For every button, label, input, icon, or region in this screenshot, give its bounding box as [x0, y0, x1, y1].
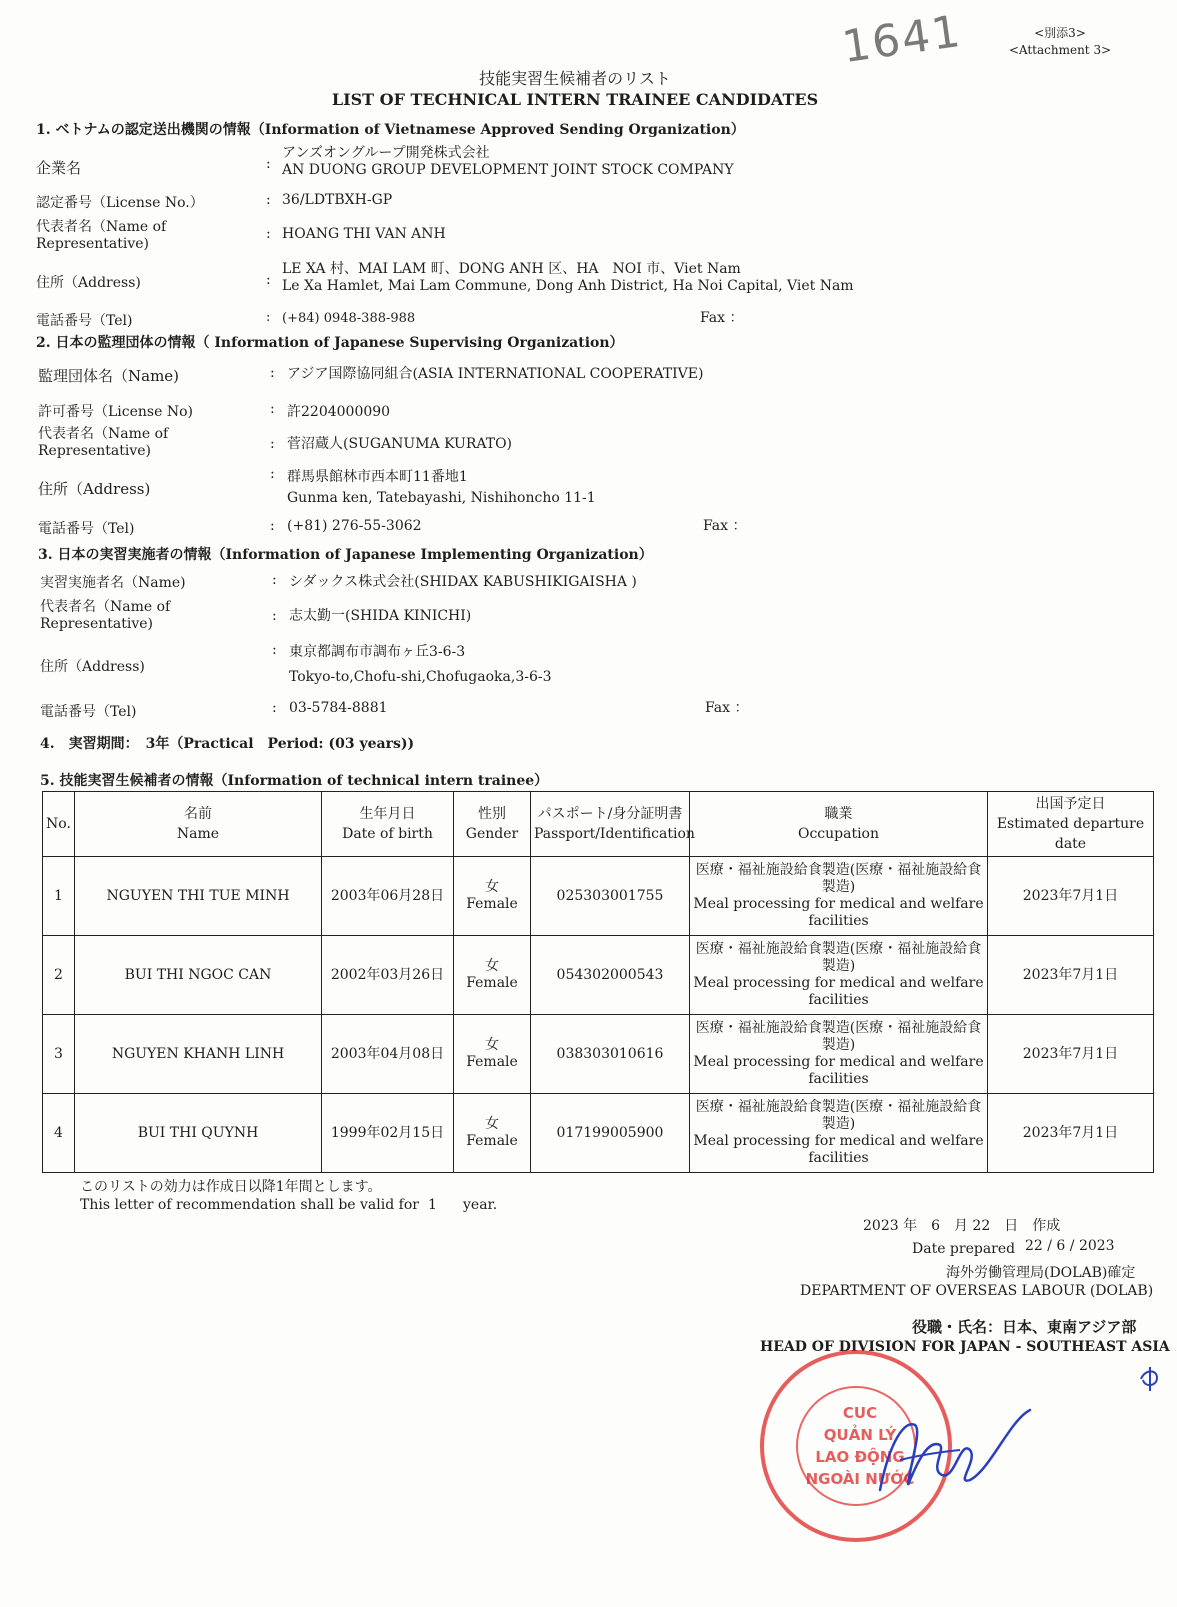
handwritten-number: 1641 — [839, 5, 965, 74]
s1-company-en: AN DUONG GROUP DEVELOPMENT JOINT STOCK COMPANY — [282, 162, 734, 178]
col-header-dob: 生年月日 Date of birth — [322, 792, 454, 857]
s3-rep-label-1: 代表者名（Name of — [40, 599, 171, 615]
table-header-row — [43, 792, 1154, 857]
s3-tel: 03-5784-8881 — [289, 700, 388, 716]
cell-gender: 女 Female — [454, 857, 531, 936]
colon: : — [266, 272, 271, 288]
attachment-label-jp: <別添3> — [1034, 26, 1086, 40]
cell-name: BUI THI NGOC CAN — [75, 936, 322, 1015]
cell-dob: 2002年03月26日 — [322, 936, 454, 1015]
colon: : — [266, 226, 271, 242]
cell-departure: 2023年7月1日 — [988, 1015, 1154, 1094]
cell-departure: 2023年7月1日 — [988, 936, 1154, 1015]
cell-passport: 025303001755 — [531, 857, 690, 936]
s3-address-2: Tokyo-to,Chofu-shi,Chofugaoka,3-6-3 — [289, 669, 552, 685]
prepared-date: 22 / 6 / 2023 — [1025, 1238, 1115, 1254]
col-header-gender: 性別 Gender — [454, 792, 531, 857]
cell-name: BUI THI QUYNH — [75, 1094, 322, 1173]
s1-rep-label-2: Representative) — [36, 236, 149, 252]
dolab-en: DEPARTMENT OF OVERSEAS LABOUR (DOLAB) — [800, 1283, 1154, 1299]
table-row — [43, 1094, 1154, 1173]
cell-departure: 2023年7月1日 — [988, 1094, 1154, 1173]
section2-heading: 2. 日本の監理団体の情報（ Information of Japanese Supervising Organization） — [36, 335, 624, 351]
s1-address-label: 住所（Address) — [36, 275, 141, 291]
cell-name: NGUYEN KHANH LINH — [75, 1015, 322, 1094]
s1-tel: (+84) 0948-388-988 — [282, 311, 416, 326]
colon: : — [272, 572, 277, 588]
section3-heading: 3. 日本の実習実施者の情報（Information of Japanese Implementing Organization） — [38, 547, 653, 563]
s3-rep-label-2: Representative) — [40, 616, 153, 632]
table-row — [43, 857, 1154, 936]
colon: : — [270, 518, 275, 534]
s3-address-1: 東京都調布市調布ヶ丘3-6-3 — [289, 644, 466, 660]
cell-gender: 女 Female — [454, 936, 531, 1015]
colon: : — [270, 436, 275, 452]
s2-name-label: 監理団体名（Name) — [38, 367, 180, 385]
cell-passport: 017199005900 — [531, 1094, 690, 1173]
s3-name-label: 実習実施者名（Name) — [40, 575, 186, 591]
s3-rep: 志太勤一(SHIDA KINICHI) — [289, 608, 472, 624]
cell-passport: 054302000543 — [531, 936, 690, 1015]
validity-en-prefix: This letter of recommendation shall be valid for — [80, 1197, 419, 1213]
col-header-name: 名前 Name — [75, 792, 322, 857]
head-jp: 役職・氏名：日本、東南アジア部 — [912, 1318, 1137, 1336]
cell-no: 2 — [43, 936, 75, 1015]
s1-license: 36/LDTBXH-GP — [282, 192, 393, 208]
dolab-jp: 海外労働管理局(DOLAB)確定 — [946, 1265, 1136, 1281]
s1-rep-label-1: 代表者名（Name of — [36, 219, 167, 235]
cell-occupation: 医療・福祉施設給食製造(医療・福祉施設給食製造) Meal processing for medical and welfare facilities — [690, 857, 988, 936]
s1-tel-label: 電話番号（Tel) — [36, 313, 133, 329]
cell-name: NGUYEN THI TUE MINH — [75, 857, 322, 936]
s3-fax-label: Fax ： — [705, 700, 749, 716]
validity-jp: このリストの効力は作成日以降1年間とします。 — [80, 1179, 382, 1195]
validity-en-suffix: year. — [463, 1197, 498, 1213]
cell-dob: 2003年06月28日 — [322, 857, 454, 936]
s1-address-1: LE XA 村、MAI LAM 町、DONG ANH 区、HA NOI 市、Viet Nam — [282, 261, 741, 277]
cell-dob: 2003年04月08日 — [322, 1015, 454, 1094]
table-row — [43, 1015, 1154, 1094]
s1-address-2: Le Xa Hamlet, Mai Lam Commune, Dong Anh District, Ha Noi Capital, Viet Nam — [282, 278, 854, 294]
cell-dob: 1999年02月15日 — [322, 1094, 454, 1173]
s2-tel: (+81) 276-55-3062 — [287, 518, 422, 534]
official-seal: CUC QUẢN LÝ LAO ĐỘNG NGOÀI NƯỚC — [760, 1350, 952, 1542]
s2-license: 許2204000090 — [287, 404, 391, 420]
col-header-occupation: 職業 Occupation — [690, 792, 988, 857]
cell-no: 1 — [43, 857, 75, 936]
colon: : — [270, 401, 275, 417]
section4-heading: 4. 実習期間： 3年（Practical Period: (03 years)) — [40, 736, 415, 752]
colon: : — [272, 642, 277, 658]
col-header-no: No. — [43, 792, 75, 857]
colon: : — [266, 310, 271, 325]
cell-gender: 女 Female — [454, 1015, 531, 1094]
s2-rep-label-1: 代表者名（Name of — [38, 426, 169, 442]
s2-address-2: Gunma ken, Tatebayashi, Nishihoncho 11-1 — [287, 490, 596, 506]
colon: : — [266, 156, 271, 172]
s1-rep: HOANG THI VAN ANH — [282, 226, 446, 242]
attachment-label-en: <Attachment 3> — [1008, 43, 1112, 57]
colon: : — [270, 466, 275, 482]
colon: : — [266, 192, 271, 208]
s1-company-jp: アンズオングループ開発株式会社 — [282, 145, 490, 161]
title-jp: 技能実習生候補者のリスト — [479, 69, 671, 88]
col-header-passport: パスポート/身分証明書 Passport/Identification — [531, 792, 690, 857]
trainee-table — [42, 791, 1154, 1173]
cell-passport: 038303010616 — [531, 1015, 690, 1094]
s2-license-label: 許可番号（License No) — [38, 404, 193, 420]
col-header-departure: 出国予定日 Estimated departure date — [988, 792, 1154, 857]
s2-rep: 菅沼蔵人(SUGANUMA KURATO) — [287, 436, 513, 452]
cell-occupation: 医療・福祉施設給食製造(医療・福祉施設給食製造) Meal processing for medical and welfare facilities — [690, 1015, 988, 1094]
cell-gender: 女 Female — [454, 1094, 531, 1173]
s1-company-label: 企業名 — [36, 159, 82, 177]
s2-name: アジア国際協同組合(ASIA INTERNATIONAL COOPERATIVE) — [287, 366, 704, 382]
s2-address-1: 群馬県館林市西本町11番地1 — [287, 469, 468, 485]
validity-years: 1 — [428, 1197, 437, 1213]
s3-name: シダックス株式会社(SHIDAX KABUSHIKIGAISHA ) — [289, 574, 637, 590]
prepared-label: Date prepared — [912, 1241, 1016, 1257]
handwritten-signature — [860, 1380, 1050, 1510]
section1-heading: 1. ベトナムの認定送出機関の情報（Information of Vietnamese Approved Sending Organization） — [36, 122, 745, 138]
s3-tel-label: 電話番号（Tel) — [40, 704, 137, 720]
s3-address-label: 住所（Address) — [40, 659, 145, 675]
s1-license-label: 認定番号（License No.） — [36, 195, 204, 211]
prepared-jp: 2023 年 6 月 22 日 作成 — [863, 1218, 1061, 1234]
mark-symbol — [1135, 1364, 1165, 1394]
s1-fax-label: Fax ： — [700, 310, 744, 326]
cell-occupation: 医療・福祉施設給食製造(医療・福祉施設給食製造) Meal processing for medical and welfare facilities — [690, 1094, 988, 1173]
s2-fax-label: Fax ： — [703, 518, 747, 534]
s2-tel-label: 電話番号（Tel) — [38, 521, 135, 537]
cell-occupation: 医療・福祉施設給食製造(医療・福祉施設給食製造) Meal processing for medical and welfare facilities — [690, 936, 988, 1015]
colon: : — [270, 365, 275, 381]
s2-rep-label-2: Representative) — [38, 443, 151, 459]
colon: : — [272, 700, 277, 716]
section5-heading: 5. 技能実習生候補者の情報（Information of technical intern trainee） — [40, 773, 549, 789]
cell-departure: 2023年7月1日 — [988, 857, 1154, 936]
cell-no: 4 — [43, 1094, 75, 1173]
title-en: LIST OF TECHNICAL INTERN TRAINEE CANDIDATES — [331, 90, 819, 109]
cell-no: 3 — [43, 1015, 75, 1094]
table-row — [43, 936, 1154, 1015]
head-en: HEAD OF DIVISION FOR JAPAN - SOUTHEAST ASIA — [760, 1339, 1170, 1355]
colon: : — [272, 608, 277, 624]
s2-address-label: 住所（Address) — [38, 480, 151, 498]
